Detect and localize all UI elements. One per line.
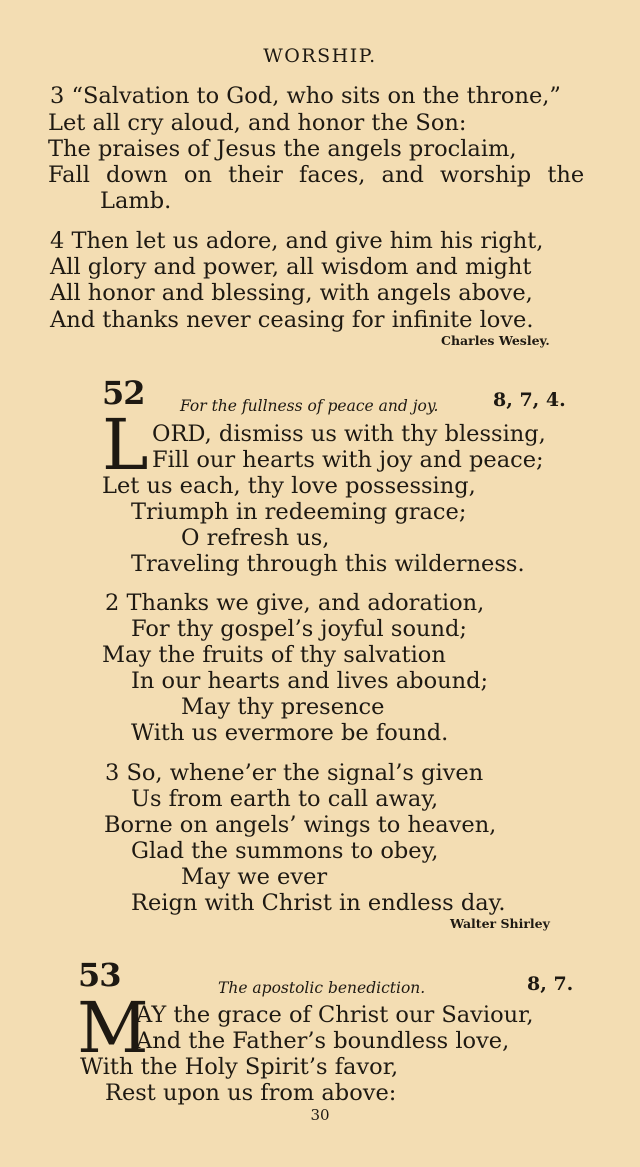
verse-line: Fill our hearts with joy and peace; (152, 447, 544, 473)
verse-line: AY the grace of Christ our Saviour, (136, 1002, 534, 1028)
hymn-meter: 8, 7, 4. (493, 389, 566, 411)
verse-line: For thy gospel’s joyful sound; (131, 616, 467, 642)
verse-line: With us evermore be found. (131, 720, 449, 746)
verse-line: Let all cry aloud, and honor the Son: (48, 110, 467, 136)
hymn-number: 53 (78, 956, 121, 994)
verse-line: May thy presence (181, 694, 385, 720)
hymn-meter: 8, 7. (527, 973, 574, 995)
verse-line: 4 Then let us adore, and give him his right, (50, 228, 544, 254)
verse-line: Triumph in redeeming grace; (131, 499, 467, 525)
verse-line: All glory and power, all wisdom and might (50, 254, 532, 280)
verse-line: O refresh us, (181, 525, 330, 551)
verse-line: The praises of Jesus the angels proclaim, (48, 136, 517, 162)
hymn-caption: The apostolic benediction. (218, 979, 426, 997)
verse-line: Fall down on their faces, and worship the (48, 162, 585, 188)
verse-line: All honor and blessing, with angels above, (50, 280, 533, 306)
running-header: WORSHIP. (263, 45, 377, 67)
verse-line: Borne on angels’ wings to heaven, (104, 812, 497, 838)
verse-line: 3 So, whene’er the signal’s given (105, 760, 484, 786)
verse-line: Rest upon us from above: (105, 1080, 397, 1106)
verse-line: May the fruits of thy salvation (102, 642, 446, 668)
drop-capital: L (102, 404, 149, 486)
verse-line: And thanks never ceasing for infinite love. (50, 307, 534, 333)
verse-line: Reign with Christ in endless day. (131, 890, 506, 916)
drop-capital: M (77, 987, 149, 1069)
verse-line: Us from earth to call away, (131, 786, 439, 812)
verse-line: 3 “Salvation to God, who sits on the throne,” (50, 83, 561, 109)
verse-line: Traveling through this wilderness. (131, 551, 525, 577)
verse-line: Let us each, thy love possessing, (102, 473, 476, 499)
page-number: 30 (310, 1106, 330, 1124)
verse-line: 2 Thanks we give, and adoration, (105, 590, 485, 616)
hymn-author: Walter Shirley (450, 916, 550, 931)
verse-line: ORD, dismiss us with thy blessing, (152, 421, 546, 447)
verse-line: Lamb. (100, 188, 172, 214)
verse-line: In our hearts and lives abound; (131, 668, 489, 694)
verse-line: Glad the summons to obey, (131, 838, 439, 864)
hymn-caption: For the fullness of peace and joy. (180, 397, 439, 415)
verse-line: May we ever (181, 864, 328, 890)
verse-line: And the Father’s boundless love, (136, 1028, 510, 1054)
hymn-number: 52 (102, 374, 145, 412)
verse-line: With the Holy Spirit’s favor, (80, 1054, 399, 1080)
hymn-author: Charles Wesley. (441, 333, 550, 348)
